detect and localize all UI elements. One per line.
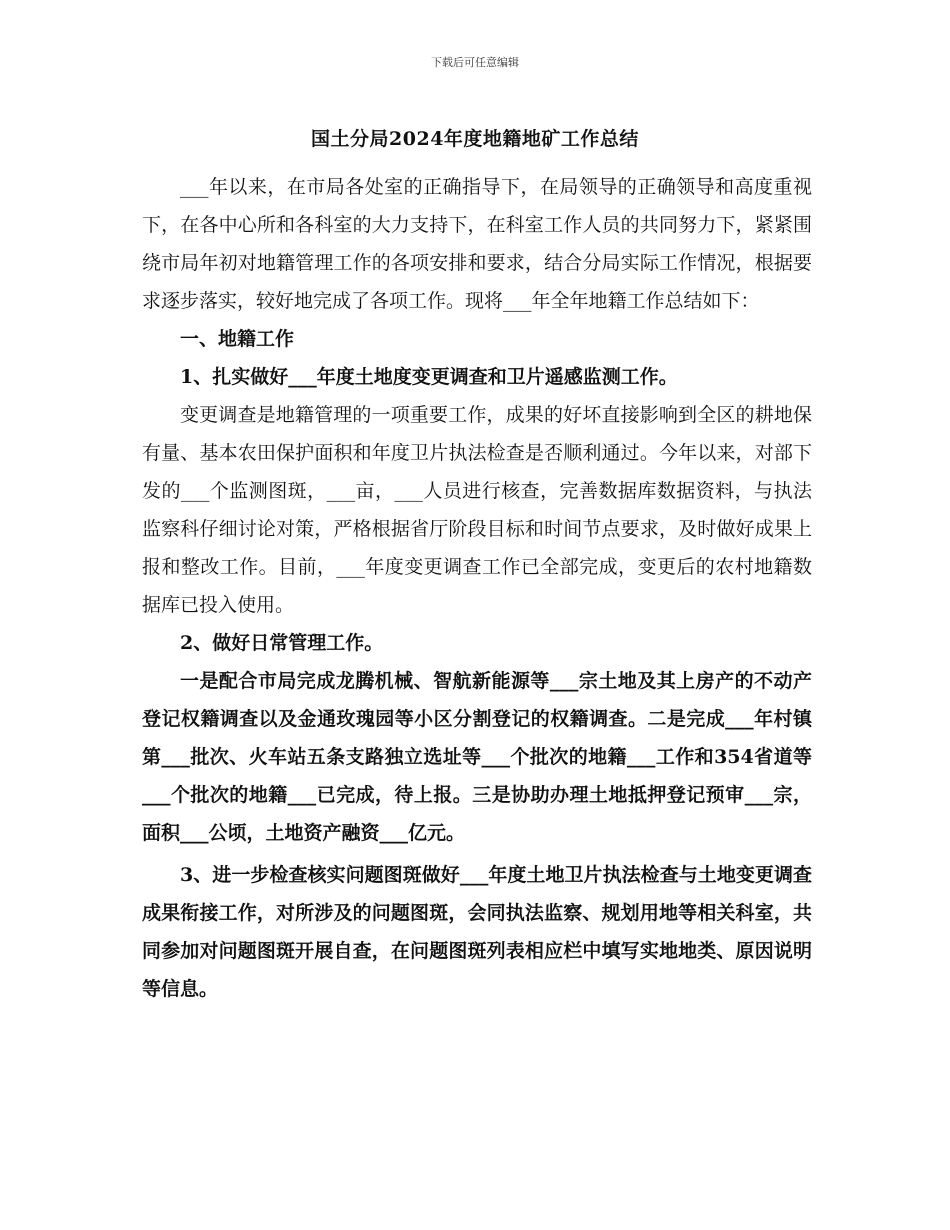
document-body [142, 168, 812, 1008]
paragraph-change-survey: 变更调查是地籍管理的一项重要工作，成果的好坏直接影响到全区的耕地保有量、基本农田保护面积和年度卫片执法检查是否顺利通过。今年以来，对部下发的___个监测图斑，___亩，___人员进行核查，完善数据库数据资料，与执法监察科仔细讨论对策，严格根据省厅阶段目标和时间节点要求，及时做好成果上报和整改工作。目前，___年度变更调查工作已全部完成，变更后的农村地籍数据库已投入使用。 [142, 404, 812, 616]
paragraph-daily-management: 一是配合市局完成龙腾机械、智航新能源等___宗土地及其上房产的不动产登记权籍调查以及金通玫瑰园等小区分割登记的权籍调查。二是完成___年村镇第___批次、火车站五条支路独立选址等___个批次的地籍___工作和354省道等___个批次的地籍___已完成，待上报。三是协助办理土地抵押登记预审___宗，面积___公顷，土地资产融资___亿元。 [142, 670, 812, 844]
section-heading-cadastral: 一、地籍工作 [180, 328, 295, 350]
paragraph-problem-patches: 3、进一步检查核实问题图斑做好___年度土地卫片执法检查与土地变更调查成果衔接工作，对所涉及的问题图斑，会同执法监察、规划用地等相关科室，共同参加对问题图斑开展自查，在问题图斑列表相应栏中填写实地地类、原因说明等信息。 [142, 864, 812, 1000]
paragraph-intro: ___年以来，在市局各处室的正确指导下，在局领导的正确领导和高度重视下，在各中心所和各科室的大力支持下，在科室工作人员的共同努力下，紧紧围绕市局年初对地籍管理工作的各项安排和要求，结合分局实际工作情况，根据要求逐步落实，较好地完成了各项工作。现将___年全年地籍工作总结如下： [142, 176, 812, 312]
subheading-change-survey: 1、扎实做好___年度土地度变更调查和卫片遥感监测工作。 [180, 366, 678, 388]
header-note: 下载后可任意编辑 [431, 56, 519, 69]
subheading-daily-management: 2、做好日常管理工作。 [180, 632, 384, 654]
document-title: 国土分局2024年度地籍地矿工作总结 [311, 128, 639, 150]
